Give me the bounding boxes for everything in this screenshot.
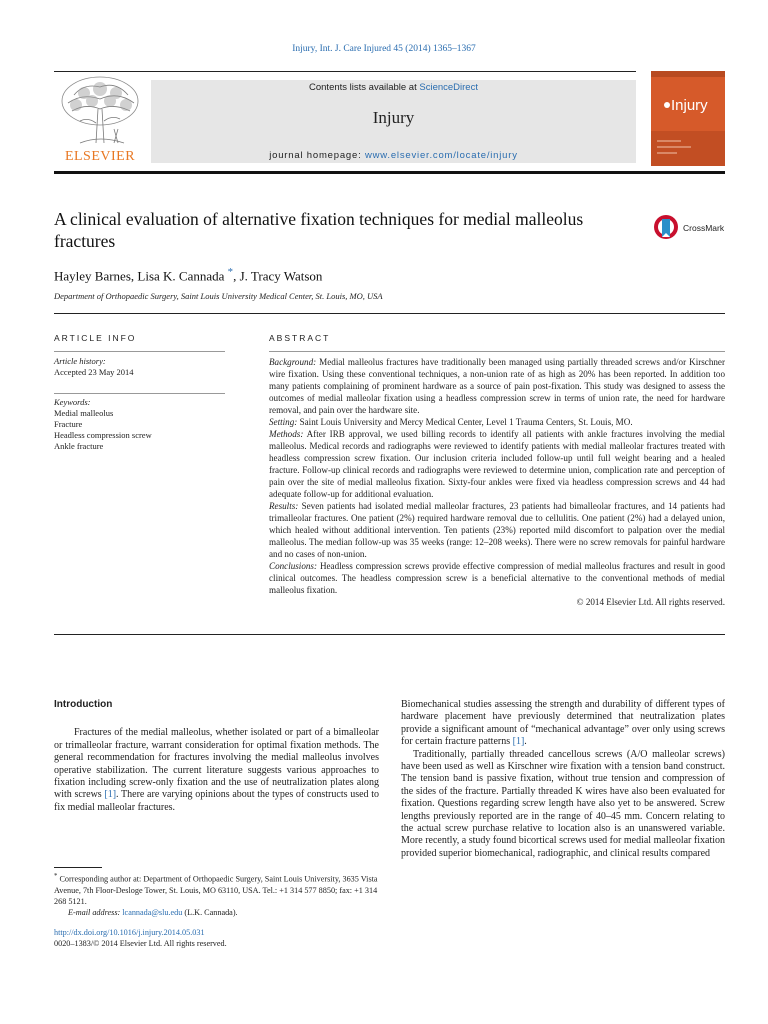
results-label: Results: [269,501,299,511]
contents-prefix: Contents lists available at [309,82,420,93]
homepage-link[interactable]: www.elsevier.com/locate/injury [364,150,518,161]
crossmark-icon [653,213,679,243]
biomech-paragraph [401,699,725,749]
copyright-line: © 2014 Elsevier Ltd. All rights reserved. [576,597,725,607]
crossmark-badge[interactable] [653,213,733,243]
email-link[interactable]: lcannada@slu.edu [122,907,183,917]
abstract-methods [269,428,725,500]
article-history [54,356,134,378]
authors-text-after: , J. Tracy Watson [233,268,323,284]
biomech-text-end: . [524,736,527,748]
abstract-rule [269,351,725,352]
methods-text: After IRB approval, we used billing records to identify all patients with ankle fractures involving the medial malleolus. Medical records and radiographs were reviewed to identify patients with medial malleolar fractures treated with headless compression screw fixation. Our inclusion criteria included follow-up until full weight bearing and a healed fracture. Follow-up clinical records and radiographs were reviewed to determine union, complication rate and perception of pain over the site of medial malleolus fixation. Sixty-four ankles were fixed via headless compression screws and 44 had adequate follow-up for additional evaluation. [269,429,725,499]
traditional-paragraph: Traditionally, partially threaded cancellous screws (A/O malleolar screws) have been used as well as Kirschner wire fixation with a tension band construct. The tension band is passive fixation, without true tension and compression of the sides of the fracture. Partially threaded K wires have also been evaluated for fixation. Questions regarding screw length have also yet to be answered. Screw lengths previously reported are in the range of 40–45 mm. Concern relating to the actual screw purchase relative to location also is an unanswered variable. More recently, a study found bicortical screws used for medial malleolar fixation provided superior biomechanical, radiographic, and clinical results compared [401,748,725,859]
footnote-mark: * [54,873,58,880]
email-label: E-mail address: [68,907,121,917]
background-text: Medial malleolus fractures have traditionally been managed using partially threaded screws and/or Kirschner wire fixation. Using these conventional techniques, a non-union rate of as high as 20% has been reported. In addition too many patients complaining of prominent hardware as a source of pain post-fixation. This study was designed to assess the outcomes of medial malleolar fixation using a headless compression screw in terms of union rate, the need for hardware removal, and pain over the hardware site. [269,357,725,415]
body-right-column [401,699,725,860]
introduction-heading: Introduction [54,699,113,710]
journal-reference[interactable]: Injury, Int. J. Care Injured 45 (2014) 1365–1367 [292,44,476,54]
article-info-rule [54,351,225,352]
header-bottom-rule [54,171,725,174]
keyword-item: Medial malleolus [54,408,114,418]
corresponding-text: Corresponding author at: Department of Orthopaedic Surgery, Saint Louis University, 3635 Vista Avenue, 7th Floor-Desloge Tower, St. Louis, MO 63110, USA. Tel.: +1 314 577 8850; fax: +1 314 268 5121. [54,874,378,906]
cover-title: Injury [671,97,708,114]
journal-homepage [151,150,636,161]
methods-label: Methods: [269,429,304,439]
intro-text: Fractures of the medial malleolus, whether isolated or part of a bimalleolar or trimalleolar fracture, warrant consideration for optimal fixation methods. The general recommendation for fractures involving the medial malleolus involves operative stabilization. The current literature suggests various approaches to fixation including screw-only fixation and the use of neutralization plates along with screws [54,727,379,801]
crossmark-label: CrossMark [683,223,725,233]
authors-text: Hayley Barnes, Lisa K. Cannada [54,268,228,284]
history-label: Article history: [54,356,106,366]
abstract-background [269,356,725,416]
corresponding-author-note [54,871,379,907]
paper-title: A clinical evaluation of alternative fixation techniques for medial malleolus fractures [54,209,584,251]
journal-title: Injury [372,108,415,127]
keywords [54,397,152,452]
elsevier-wordmark: ELSEVIER [64,149,136,164]
setting-text: Saint Louis University and Mercy Medical Center, Level 1 Trauma Centers, St. Louis, MO. [299,417,633,427]
info-divider [54,313,725,314]
doi-link[interactable]: http://dx.doi.org/10.1016/j.injury.2014.05.031 [54,928,205,937]
email-name: (L.K. Cannada). [184,907,238,917]
biomech-text: Biomechanical studies assessing the strength and durability of different types of hardware placement have previously determined that neutralization plates provide a significant amount of “mechanical advantage” over only using screws for certain fracture patterns [401,699,725,748]
abstract-setting [269,416,725,428]
email-line [54,907,379,918]
homepage-prefix: journal homepage: [269,150,365,161]
intro-text-end: . There are varying opinions about the types of constructs used to fix medial malleolar fractures. [54,789,379,813]
corresponding-author-mark[interactable]: * [227,266,234,278]
intro-paragraph [54,727,379,814]
author-list [54,266,322,284]
keywords-rule [54,393,225,394]
keyword-item: Headless compression screw [54,430,152,440]
header-top-rule [54,71,636,72]
journal-header-band [151,80,636,163]
background-label: Background: [269,357,317,367]
journal-cover-thumbnail[interactable] [651,71,725,166]
keyword-item: Fracture [54,419,83,429]
affiliation: Department of Orthopaedic Surgery, Saint Louis University Medical Center, St. Louis, MO, USA [54,291,383,301]
tree-icon [54,73,146,149]
elsevier-logo[interactable] [54,73,146,165]
history-value: Accepted 23 May 2014 [54,367,134,377]
keywords-label: Keywords: [54,397,91,407]
contents-available [151,82,636,93]
issn-line: 0020–1383/© 2014 Elsevier Ltd. All rights reserved. [54,939,227,948]
body-left-column [54,699,379,814]
sciencedirect-link[interactable]: ScienceDirect [419,82,478,93]
abstract-conclusions [269,560,725,596]
doi-block [54,927,227,949]
citation-link[interactable]: [1] [512,736,525,748]
conclusions-text: Headless compression screws provide effective compression of medial malleolus fractures and result in good clinical outcomes. The headless compression screw is a beneficial alternative to the conventional methods of medial malleolus fixation. [269,561,725,595]
footnote-rule [54,867,102,868]
setting-label: Setting: [269,417,298,427]
citation-link[interactable]: [1] [104,789,117,801]
conclusions-label: Conclusions: [269,561,317,571]
keyword-item: Ankle fracture [54,441,104,451]
abstract-heading: ABSTRACT [269,333,331,343]
results-text: Seven patients had isolated medial malleolar fractures, 23 patients had bimalleolar fractures, and 14 patients had trimalleolar fractures. One patient (2%) required hardware removal due to cellulitis. One patient (2%) had a delayed union, which healed without additional intervention. Ten patients (23%) reported mild discomfort to palpation over the medial malleolus. The median follow-up was 35 weeks (range: 12–208 weeks). There were no screw removals for painful hardware and no cases of non-union. [269,501,725,559]
abstract-results [269,500,725,560]
abstract-bottom-rule [54,634,725,635]
corresponding-footnote [54,871,379,918]
cover-art-icon [651,71,725,166]
abstract-body [269,356,725,608]
article-info-heading: ARTICLE INFO [54,333,137,343]
